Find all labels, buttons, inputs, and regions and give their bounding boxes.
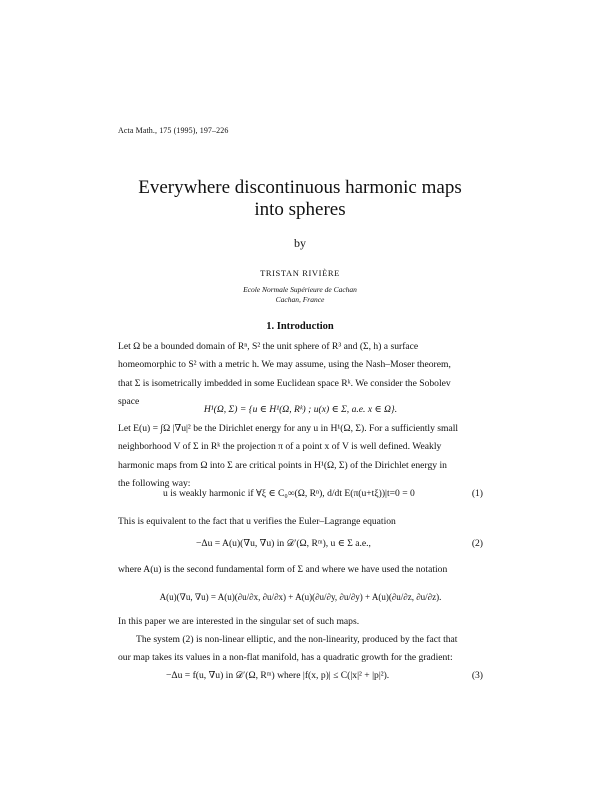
section-heading: 1. Introduction <box>266 321 334 332</box>
equation-3-number: (3) <box>471 670 483 681</box>
equation-sobolev-space: H¹(Ω, Σ) = {u ∈ H¹(Ω, Rᵏ) ; u(x) ∈ Σ, a.e. x ∈ Ω}. <box>203 404 398 415</box>
text-line: The system (2) is non-linear elliptic, and the non-linearity, produced by the fact that <box>136 634 458 645</box>
text-line: homeomorphic to S² with a metric h. We may assume, using the Nash–Moser theorem, <box>118 359 451 371</box>
equation-notation: A(u)(∇u, ∇u) = A(u)(∂u/∂x, ∂u/∂x) + A(u)(∂u/∂y, ∂u/∂y) + A(u)(∂u/∂z, ∂u/∂z). <box>159 592 442 602</box>
intro-paragraph-4 <box>118 561 483 579</box>
text-line: space <box>118 395 140 407</box>
text-line: In this paper we are interested in the singular set of such maps. <box>118 616 360 627</box>
text-line: This is equivalent to the fact that u verifies the Euler–Lagrange equation <box>118 516 396 527</box>
equation-3-body: −Δu = f(u, ∇u) in 𝒟′(Ω, Rᵐ) where |f(x, p)| ≤ C(|x|² + |p|²). <box>166 670 390 681</box>
intro-paragraph-6 <box>118 631 483 668</box>
text-line: Let E(u) = ∫Ω |∇u|² be the Dirichlet energy for any u in H¹(Ω, Σ). For a sufficiently small <box>118 423 459 434</box>
intro-paragraph-3 <box>118 513 483 531</box>
text-line: the following way: <box>118 477 191 489</box>
equation-1-body: u is weakly harmonic if ∀ξ ∈ C₀∞(Ω, Rⁿ), d/dt E(π(u+tξ))|t=0 = 0 <box>163 488 415 499</box>
byline: by <box>294 236 306 250</box>
text-line: that Σ is isometrically imbedded in some Euclidean space Rᵏ. We consider the Sobolev <box>118 377 451 389</box>
text-line: harmonic maps from Ω into Σ are critical points in H¹(Ω, Σ) of the Dirichlet energy in <box>118 459 447 471</box>
intro-paragraph-5 <box>118 613 483 631</box>
intro-paragraph-2 <box>118 420 483 493</box>
intro-paragraph-1 <box>118 338 483 411</box>
text-line: Let Ω be a bounded domain of Rⁿ, S² the unit sphere of R³ and (Σ, h) a surface <box>118 341 419 352</box>
affiliation-location: Cachan, France <box>275 295 325 304</box>
equation-2-body: −Δu = A(u)(∇u, ∇u) in 𝒟′(Ω, Rᵐ), u ∈ Σ a.e., <box>196 538 371 549</box>
equation-2-number: (2) <box>471 538 483 549</box>
text-line: our map takes its values in a non-flat manifold, has a quadratic growth for the gradient: <box>118 652 453 664</box>
journal-reference: Acta Math., 175 (1995), 197–226 <box>118 126 229 135</box>
text-line: where A(u) is the second fundamental form of Σ and where we have used the notation <box>118 564 448 575</box>
paper-title-line-1: Everywhere discontinuous harmonic maps <box>138 177 462 198</box>
paper-title-line-2: into spheres <box>254 199 346 220</box>
affiliation-institution: Ecole Normale Supérieure de Cachan <box>243 285 357 294</box>
text-line: neighborhood V of Σ in Rᵏ the projection π of a point x of V is well defined. Weakly <box>118 441 442 453</box>
equation-1-number: (1) <box>471 488 483 499</box>
author-name: TRISTAN RIVIÈRE <box>260 268 340 278</box>
